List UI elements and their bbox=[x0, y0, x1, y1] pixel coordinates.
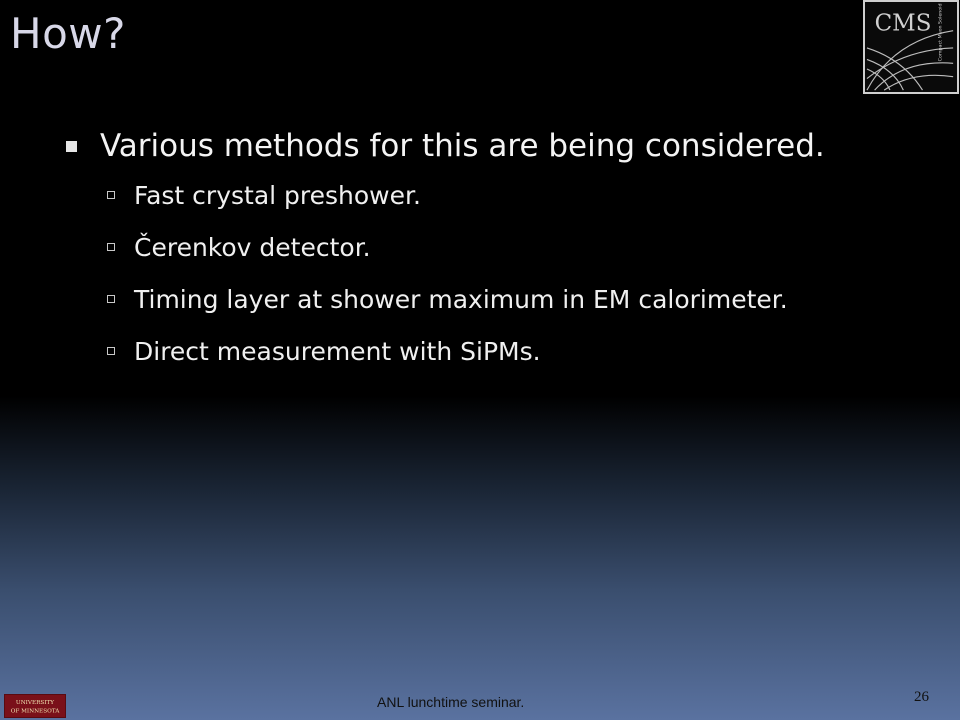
hollow-square-bullet-icon bbox=[107, 347, 115, 355]
umn-logo-line2: OF MINNESOTA bbox=[10, 708, 60, 715]
sub-bullet-text: Timing layer at shower maximum in EM calorimeter. bbox=[134, 285, 788, 314]
page-number: 26 bbox=[914, 689, 929, 705]
bullet-level2 bbox=[64, 232, 944, 264]
hollow-square-bullet-icon bbox=[107, 243, 115, 251]
bullet-text: Various methods for this are being considered. bbox=[100, 128, 825, 164]
bullet-list bbox=[64, 126, 944, 388]
footer-text: ANL lunchtime seminar. bbox=[377, 694, 525, 710]
sub-bullet-text: Fast crystal preshower. bbox=[134, 181, 421, 210]
sub-bullet-text: Čerenkov detector. bbox=[134, 233, 371, 262]
sub-bullet-text: Direct measurement with SiPMs. bbox=[134, 337, 541, 366]
hollow-square-bullet-icon bbox=[107, 191, 115, 199]
cms-logo-text: CMS bbox=[874, 10, 932, 37]
cms-logo bbox=[863, 0, 959, 94]
bullet-level1 bbox=[64, 126, 944, 166]
square-bullet-icon bbox=[66, 141, 77, 152]
slide-title: How? bbox=[10, 9, 126, 58]
bullet-level2 bbox=[64, 180, 944, 212]
bullet-level2 bbox=[64, 284, 944, 316]
cms-logo-graphic bbox=[865, 2, 957, 92]
bullet-level2 bbox=[64, 336, 944, 368]
umn-logo-line1: UNIVERSITY bbox=[15, 700, 55, 707]
university-of-minnesota-logo bbox=[4, 694, 66, 718]
cms-logo-subtext: Compact Muon Solenoid bbox=[938, 3, 944, 62]
umn-logo-graphic bbox=[5, 695, 65, 717]
hollow-square-bullet-icon bbox=[107, 295, 115, 303]
